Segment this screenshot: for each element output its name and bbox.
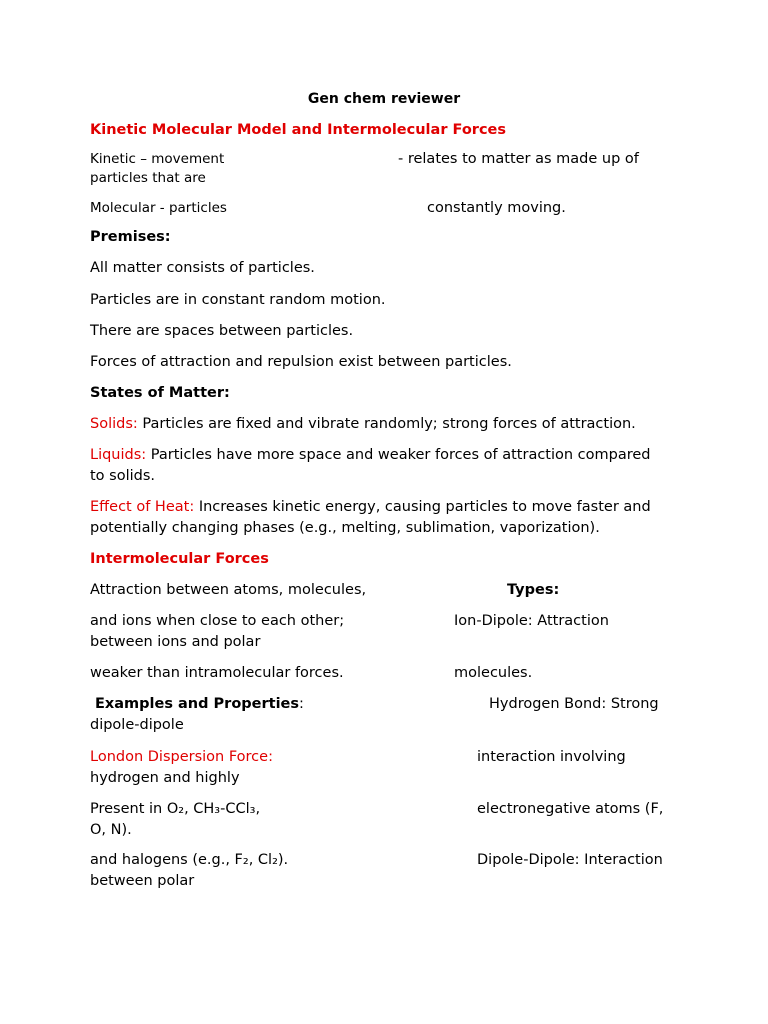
imf-row2-left: and ions when close to each other; — [90, 613, 345, 629]
liquids-text: Particles have more space and weaker forces of attraction compared — [146, 447, 651, 463]
states-heat — [90, 497, 651, 518]
solids-label: Solids: — [90, 416, 138, 432]
imf-row4-wrap: dipole-dipole — [90, 717, 184, 733]
section-heading-kinetic: Kinetic Molecular Model and Intermolecular Forces — [90, 122, 507, 138]
intro-kinetic-wrap: particles that are — [90, 170, 206, 186]
imf-row5-wrap: hydrogen and highly — [90, 770, 240, 786]
solids-text: Particles are fixed and vibrate randomly; strong forces of attraction. — [137, 416, 636, 432]
intro-kinetic-left: Kinetic – movement — [90, 151, 225, 167]
premise-item: Particles are in constant random motion. — [90, 292, 386, 308]
states-liquids — [90, 445, 651, 466]
heat-label: Effect of Heat: — [90, 499, 195, 515]
imf-row7-right: Dipole-Dipole: Interaction — [477, 852, 663, 868]
imf-heading: Intermolecular Forces — [90, 551, 269, 567]
imf-row2-right: Ion-Dipole: Attraction — [454, 613, 609, 629]
premise-item: Forces of attraction and repulsion exist between particles. — [90, 354, 512, 370]
examples-heading — [95, 694, 304, 715]
imf-row4-right: Hydrogen Bond: Strong — [489, 696, 659, 712]
intro-molecular-left: Molecular - particles — [90, 200, 227, 216]
imf-row2-wrap: between ions and polar — [90, 634, 261, 650]
liquids-label: Liquids: — [90, 447, 147, 463]
london-dispersion-label: London Dispersion Force: — [90, 749, 273, 765]
premises-heading: Premises: — [90, 229, 171, 245]
examples-heading-colon: : — [299, 696, 304, 712]
premise-item: There are spaces between particles. — [90, 323, 354, 339]
premise-item: All matter consists of particles. — [90, 260, 315, 276]
intro-molecular-right: constantly moving. — [427, 200, 566, 216]
imf-row6-left: Present in O₂, CH₃-CCl₃, — [90, 801, 261, 817]
heat-wrap: potentially changing phases (e.g., melting, sublimation, vaporization). — [90, 520, 600, 536]
states-solids — [90, 414, 636, 435]
states-heading: States of Matter: — [90, 385, 230, 401]
heat-text: Increases kinetic energy, causing particles to move faster and — [194, 499, 651, 515]
document-title: Gen chem reviewer — [307, 91, 461, 107]
imf-row5-right: interaction involving — [477, 749, 626, 765]
imf-row3-right: molecules. — [454, 665, 533, 681]
imf-row1-left: Attraction between atoms, molecules, — [90, 582, 367, 598]
intro-kinetic-right: - relates to matter as made up of — [398, 151, 639, 167]
imf-row7-wrap: between polar — [90, 873, 195, 889]
imf-row3-left: weaker than intramolecular forces. — [90, 665, 344, 681]
imf-row6-wrap: O, N). — [90, 822, 132, 838]
liquids-wrap: to solids. — [90, 468, 156, 484]
examples-heading-text: Examples and Properties — [95, 696, 300, 712]
types-heading: Types: — [507, 582, 560, 598]
imf-row6-right: electronegative atoms (F, — [477, 801, 664, 817]
imf-row7-left: and halogens (e.g., F₂, Cl₂). — [90, 852, 289, 868]
